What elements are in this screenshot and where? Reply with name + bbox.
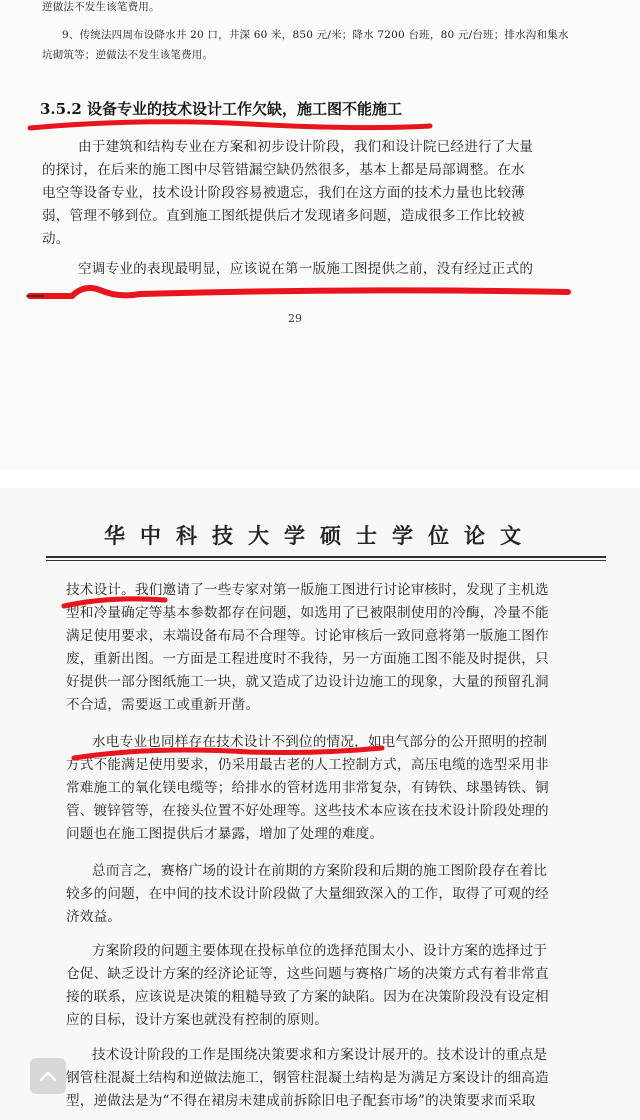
text-line: 不合适，需要返工或重新开凿。 xyxy=(66,697,260,713)
text-line: 济效益。 xyxy=(66,909,122,925)
text-line: 电空等设备专业，技术设计阶段容易被遗忘，我们在这方面的技术力量也比较薄 xyxy=(42,185,525,201)
text-line: 方案阶段的问题主要体现在投标单位的选择范围太小、设计方案的选择过于 xyxy=(92,943,548,959)
text-line: 应的目标，设计方案也就没有控制的原则。 xyxy=(66,1012,329,1028)
text-line: 钢管柱混凝土结构和逆做法施工，钢管柱混凝土结构是为满足方案设计的细高造 xyxy=(66,1070,549,1086)
page-gap xyxy=(0,470,640,488)
text-line: 方式不能满足使用要求，仍采用最古老的人工控制方式，高压电缆的选型采用非 xyxy=(66,757,549,773)
text-line: 接的联系，应该说是决策的粗糙导致了方案的缺陷。因为在决策阶段没有设定相 xyxy=(66,989,549,1005)
text-line: 好提供一部分图纸施工一块，就又造成了边设计边施工的现象，大量的预留孔洞 xyxy=(66,674,549,690)
text-line: 技术设计。我们邀请了一些专家对第一版施工图进行讨论审核时，发现了主机选 xyxy=(66,582,549,598)
text-line: 总而言之，赛格广场的设计在前期的方案阶段和后期的施工图阶段存在着比 xyxy=(92,863,548,879)
text-line: 9、传统法四周布设降水井 20 口，井深 60 米，850 元/米；降水 7200 台班，80 元/台班；排水沟和集水 xyxy=(62,29,569,41)
text-line: 管、镀锌管等，在接头位置不好处理等。这些技术本应该在技术设计阶段处理的 xyxy=(66,803,549,819)
text-line: 技术设计阶段的工作是围绕决策要求和方案设计展开的。技术设计的重点是 xyxy=(92,1047,548,1063)
chevron-up-icon xyxy=(38,1069,58,1083)
text-line: 空调专业的表现最明显，应该说在第一版施工图提供之前，没有经过正式的 xyxy=(78,261,534,277)
scroll-top-button[interactable] xyxy=(30,1058,66,1094)
text-line: 的探讨，在后来的施工图中尽管错漏空缺仍然很多，基本上都是局部调整。在水 xyxy=(42,162,525,178)
header-rule xyxy=(46,556,606,558)
text-line: 满足使用要求，末端设备布局不合理等。讨论审核后一致同意将第一版施工图作 xyxy=(66,628,549,644)
page-number: 29 xyxy=(288,312,302,325)
document-page-top xyxy=(0,0,640,470)
text-line: 水电专业也同样存在技术设计不到位的情况，如电气部分的公开照明的控制 xyxy=(92,734,548,750)
text-line: 型，逆做法是为“不得在裙房未建成前拆除旧电子配套市场”的决策要求而采取 xyxy=(66,1093,536,1109)
text-line: 型和冷量确定等基本参数都存在问题，如选用了已被限制使用的冷酶，冷量不能 xyxy=(66,605,549,621)
text-line: 动。 xyxy=(42,231,70,247)
text-line: 由于建筑和结构专业在方案和初步设计阶段，我们和设计院已经进行了大量 xyxy=(78,139,534,155)
text-line: 废，重新出图。一方面是工程进度时不我待，另一方面施工图不能及时提供，只 xyxy=(66,651,549,667)
text-line: 较多的问题，在中间的技术设计阶段做了大量细致深入的工作，取得了可观的经 xyxy=(66,886,549,902)
text-line: 仓促、缺乏设计方案的经济论证等，这些问题与赛格广场的决策方式有着非常直 xyxy=(66,966,549,982)
header-rule xyxy=(46,560,606,561)
section-heading: 3.5.2 设备专业的技术设计工作欠缺，施工图不能施工 xyxy=(40,100,402,118)
text-line: 常难施工的氧化镁电缆等；给排水的管材选用非常复杂，有铸铁、球墨铸铁、铜 xyxy=(66,780,549,796)
text-line: 问题也在施工图提供后才暴露，增加了处理的难度。 xyxy=(66,826,384,842)
text-line: 坑砌筑等；逆做法不发生该笔费用。 xyxy=(42,49,214,61)
text-line: 逆做法不发生该笔费用。 xyxy=(42,1,160,13)
document-page-bottom xyxy=(0,488,640,1120)
text-line: 弱，管理不够到位。直到施工图纸提供后才发现诸多问题，造成很多工作比较被 xyxy=(42,208,525,224)
thesis-header: 华中科技大学硕士学位论文 xyxy=(104,523,536,548)
